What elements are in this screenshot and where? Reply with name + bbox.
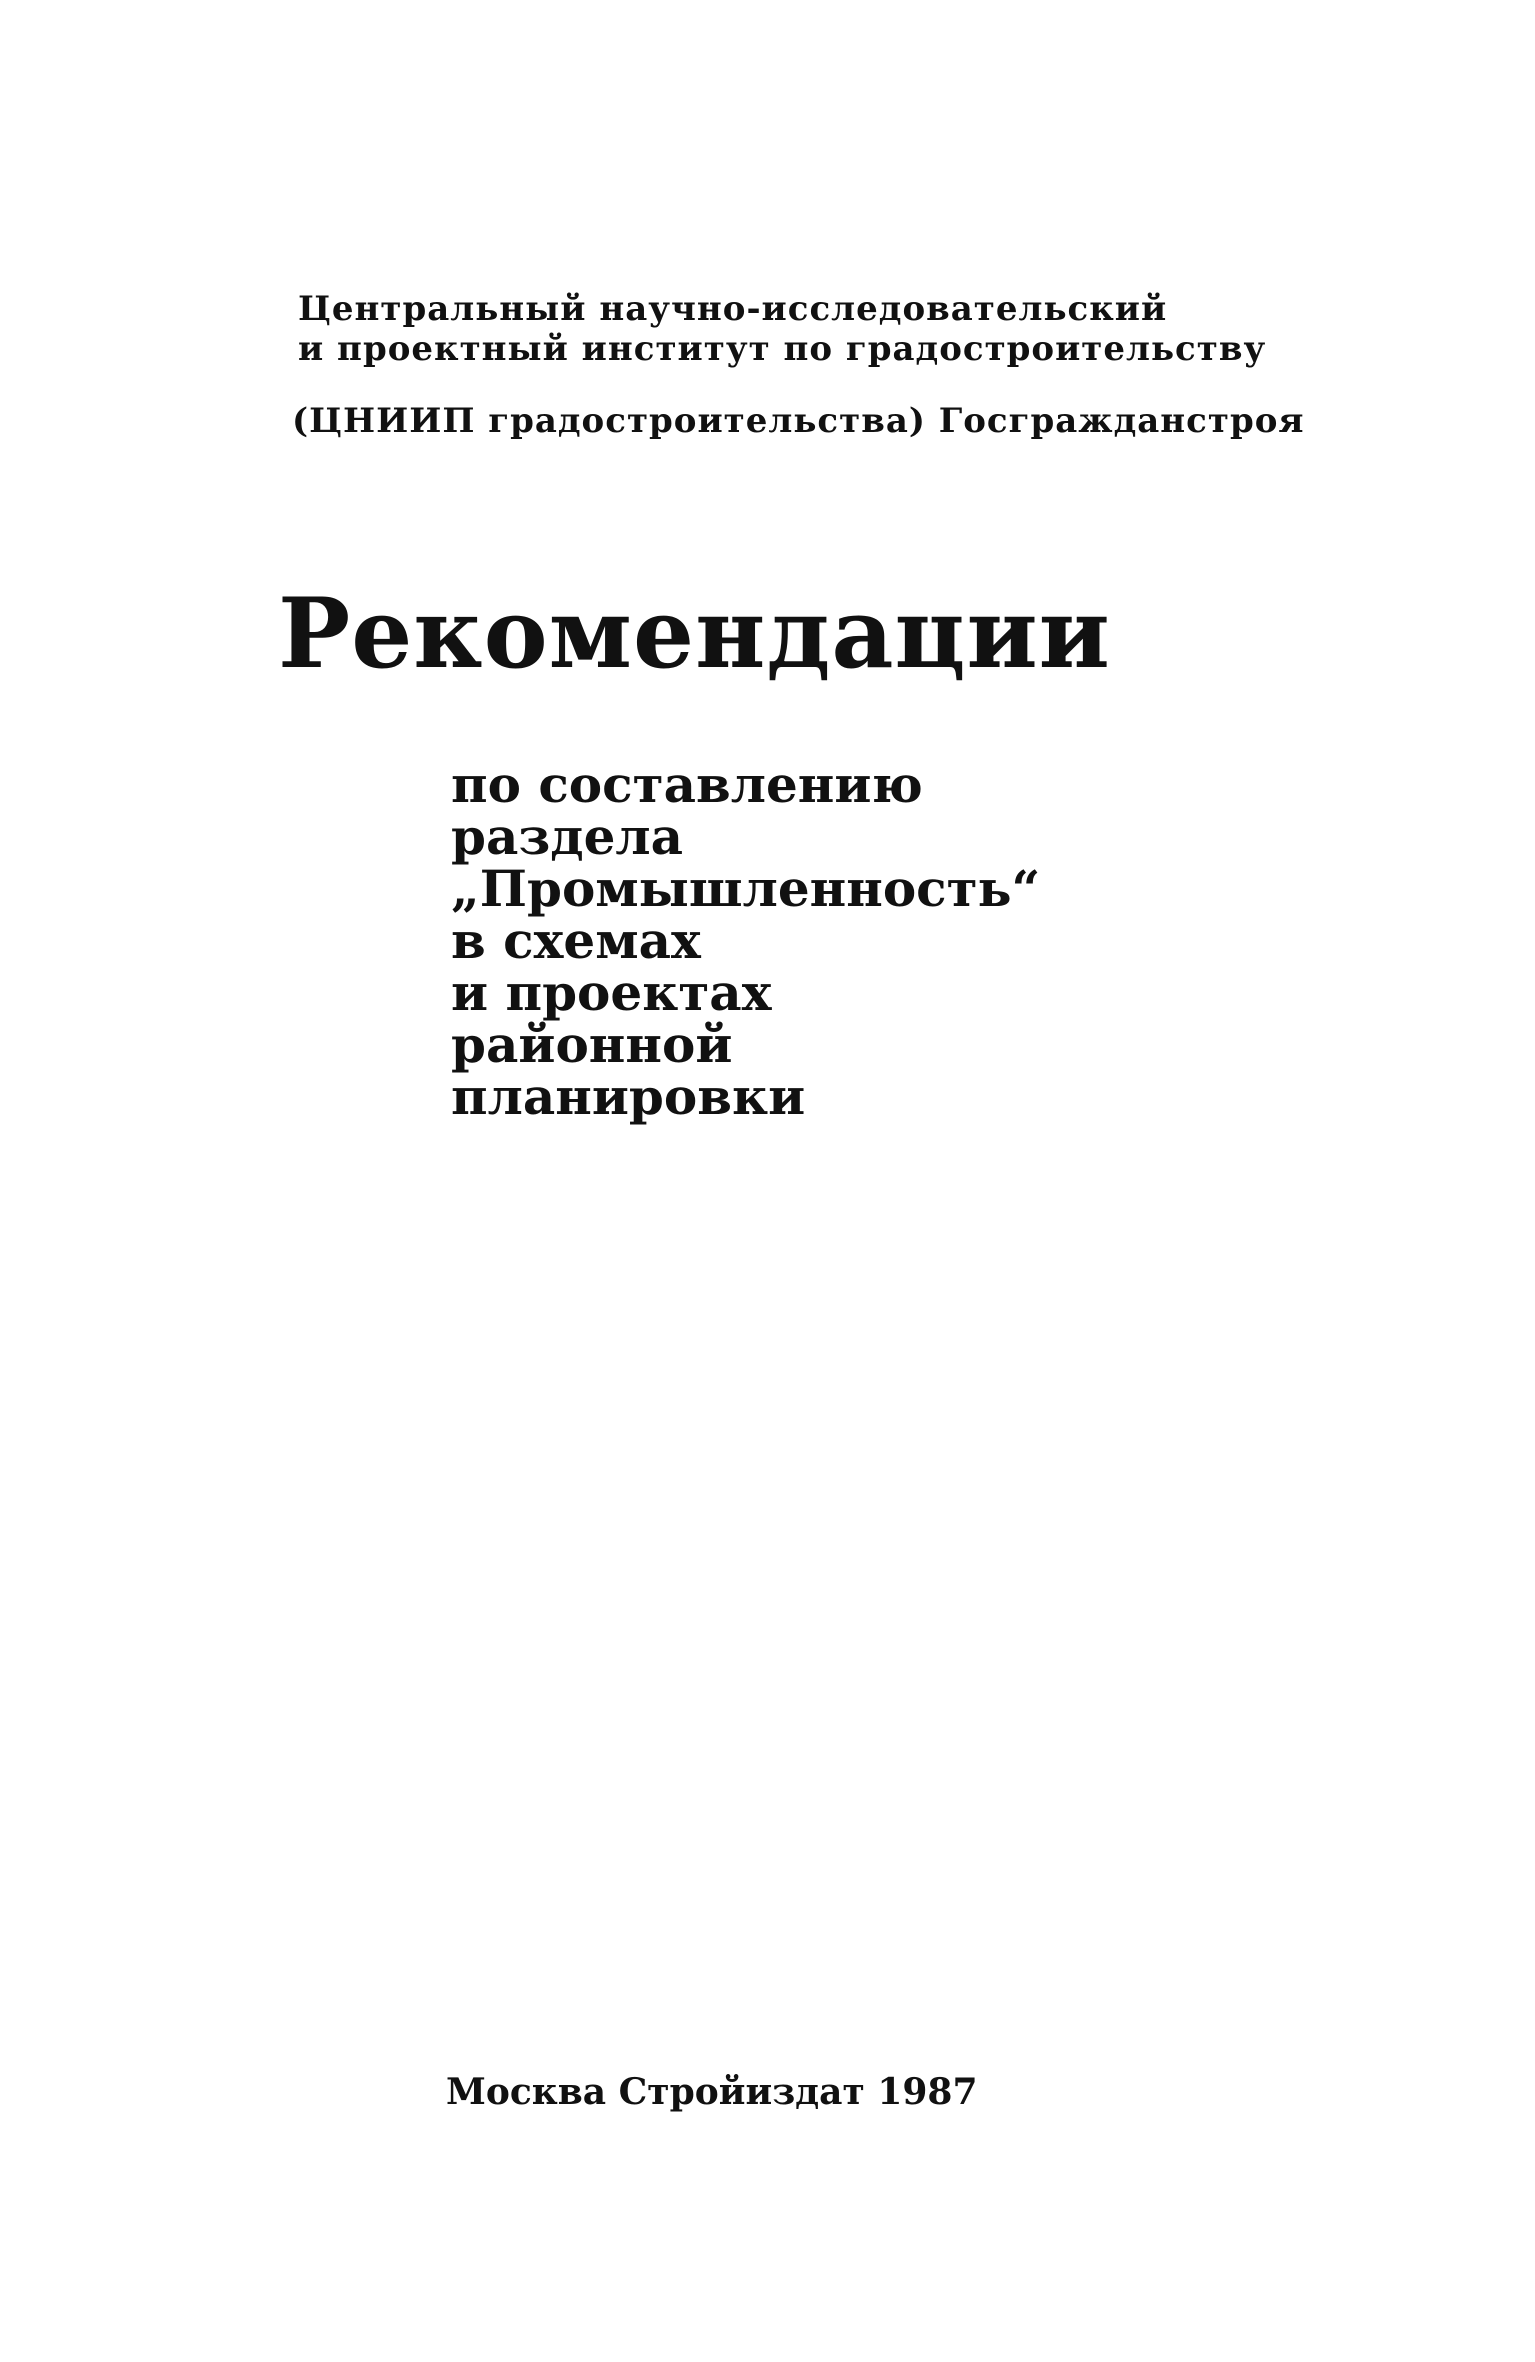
subtitle-line: и проектах [451,963,772,1022]
subtitle-line: раздела [451,807,684,866]
document-title: Рекомендации [278,577,1111,690]
subtitle-line: планировки [451,1067,806,1126]
institution-name-line-2: и проектный институт по градостроительству [298,329,1267,369]
institution-name-line-1: Центральный научно-исследовательский [298,289,1168,329]
institution-abbreviation: (ЦНИИП градостроительства) Госгражданстроя [292,401,1305,441]
publisher-imprint: Москва Стройиздат 1987 [446,2071,978,2113]
subtitle-line: по составлению [451,755,923,814]
subtitle-line: „Промышленность“ [451,859,1041,918]
subtitle-line: районной [451,1015,733,1074]
document-subtitle [451,755,1041,1126]
subtitle-line: в схемах [451,911,701,970]
